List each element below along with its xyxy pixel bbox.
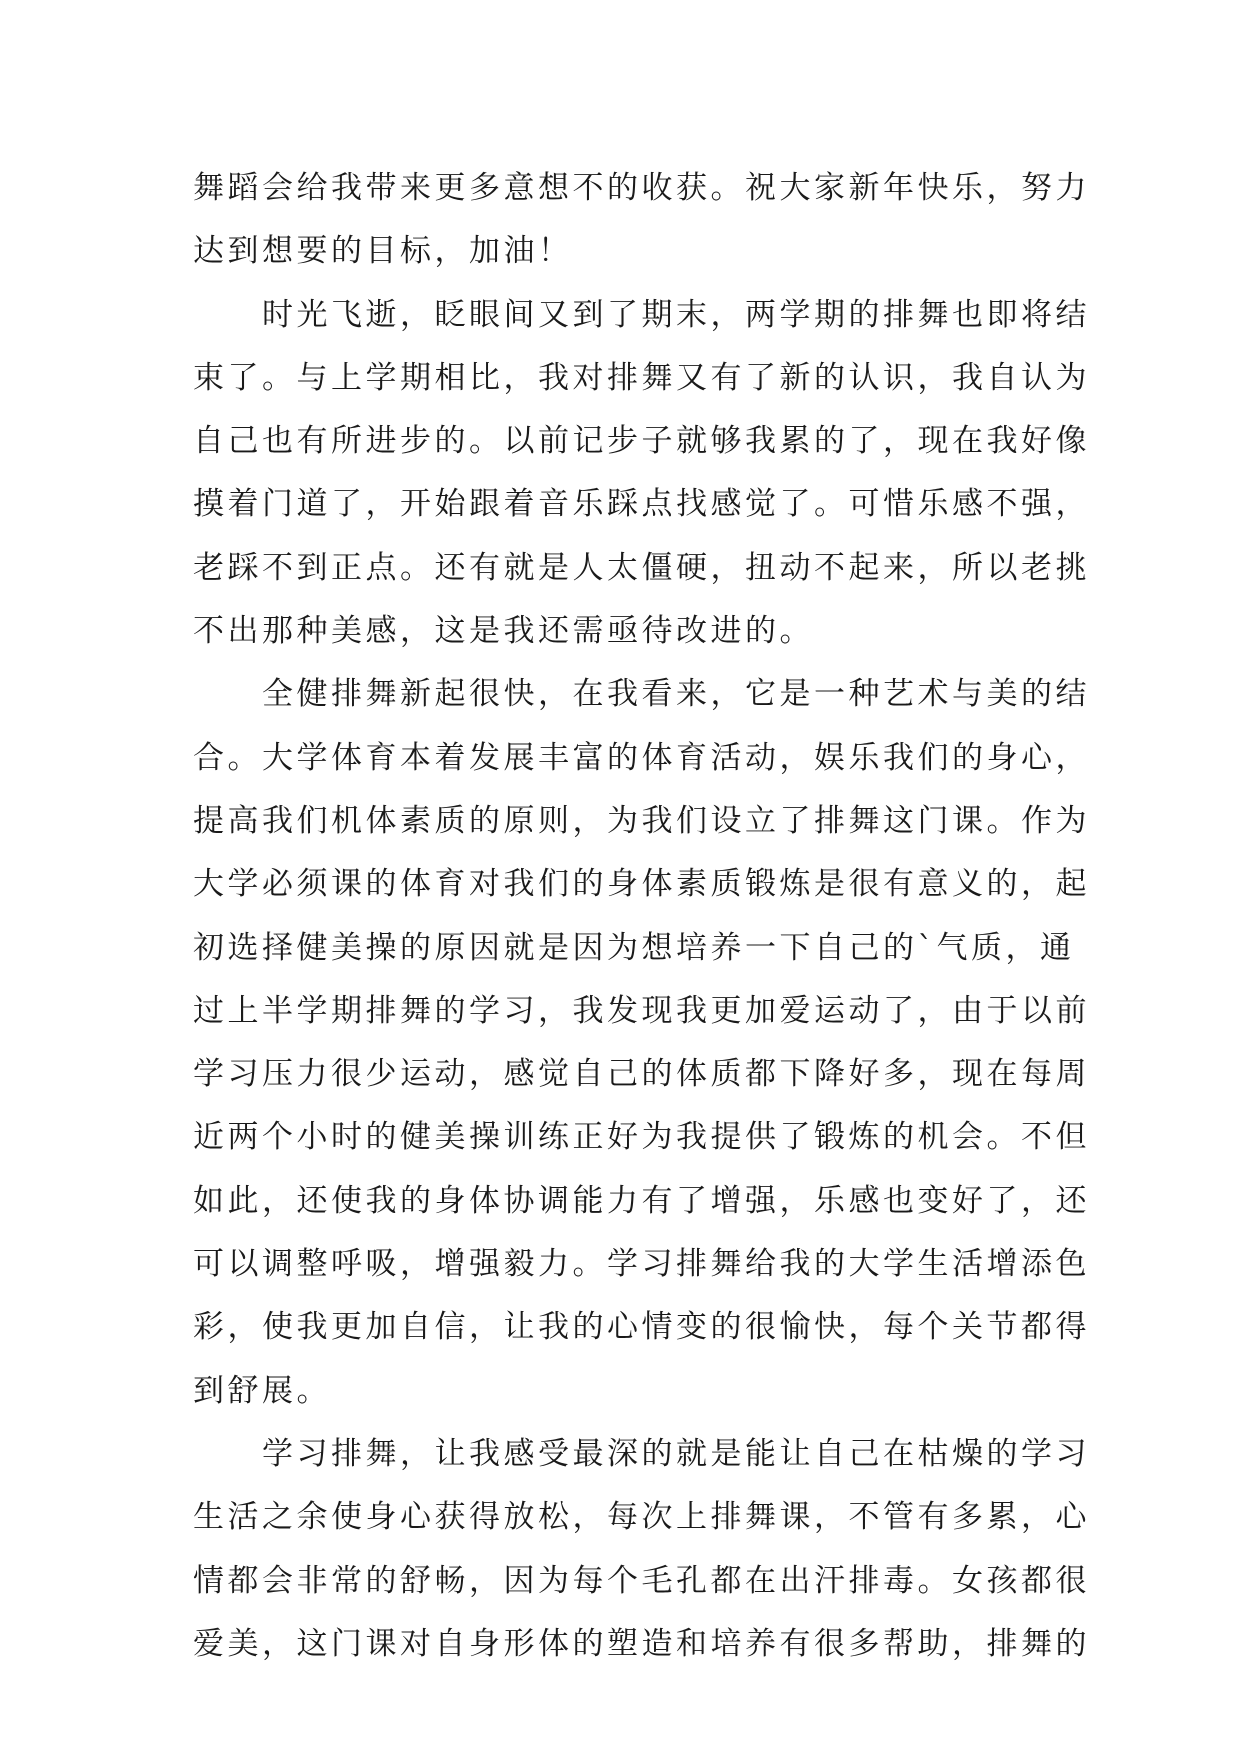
text-line: 大学必须课的体育对我们的身体素质锻炼是很有意义的，起 [193, 866, 1090, 903]
text-line: 彩，使我更加自信，让我的心情变的很愉快，每个关节都得 [193, 1309, 1090, 1346]
text-line: 初选择健美操的原因就是因为想培养一下自己的`气质，通 [193, 929, 1075, 966]
text-line: 近两个小时的健美操训练正好为我提供了锻炼的机会。不但 [193, 1119, 1090, 1156]
text-line: 达到想要的目标，加油！ [193, 233, 573, 270]
text-line: 可以调整呼吸，增强毅力。学习排舞给我的大学生活增添色 [193, 1246, 1090, 1283]
text-line: 如此，还使我的身体协调能力有了增强，乐感也变好了，还 [193, 1182, 1090, 1219]
text-line: 老踩不到正点。还有就是人太僵硬，扭动不起来，所以老挑 [193, 549, 1090, 586]
document-body [193, 157, 1090, 1676]
text-line: 学习压力很少运动，感觉自己的体质都下降好多，现在每周 [193, 1056, 1090, 1093]
text-line: 自己也有所进步的。以前记步子就够我累的了，现在我好像 [193, 423, 1090, 460]
text-line: 合。大学体育本着发展丰富的体育活动，娱乐我们的身心， [193, 739, 1090, 776]
text-line: 提高我们机体素质的原则，为我们设立了排舞这门课。作为 [193, 802, 1090, 839]
paragraph-first-line: 学习排舞，让我感受最深的就是能让自己在枯燥的学习 [262, 1435, 1090, 1472]
text-line: 爱美，这门课对自身形体的塑造和培养有很多帮助，排舞的 [193, 1625, 1090, 1662]
text-line: 舞蹈会给我带来更多意想不的收获。祝大家新年快乐，努力 [193, 170, 1090, 206]
text-line: 不出那种美感，这是我还需亟待改进的。 [193, 613, 814, 650]
paragraph-first-line: 时光飞逝，眨眼间又到了期末，两学期的排舞也即将结 [262, 296, 1090, 333]
text-line: 过上半学期排舞的学习，我发现我更加爱运动了，由于以前 [193, 992, 1090, 1029]
text-line: 到舒展。 [193, 1372, 331, 1409]
paragraph-first-line: 全健排舞新起很快，在我看来，它是一种艺术与美的结 [262, 676, 1090, 713]
text-line: 情都会非常的舒畅，因为每个毛孔都在出汗排毒。女孩都很 [193, 1562, 1090, 1599]
text-line: 束了。与上学期相比，我对排舞又有了新的认识，我自认为 [193, 359, 1090, 396]
text-line: 摸着门道了，开始跟着音乐踩点找感觉了。可惜乐感不强， [193, 486, 1090, 523]
text-line: 生活之余使身心获得放松，每次上排舞课，不管有多累，心 [193, 1499, 1090, 1536]
